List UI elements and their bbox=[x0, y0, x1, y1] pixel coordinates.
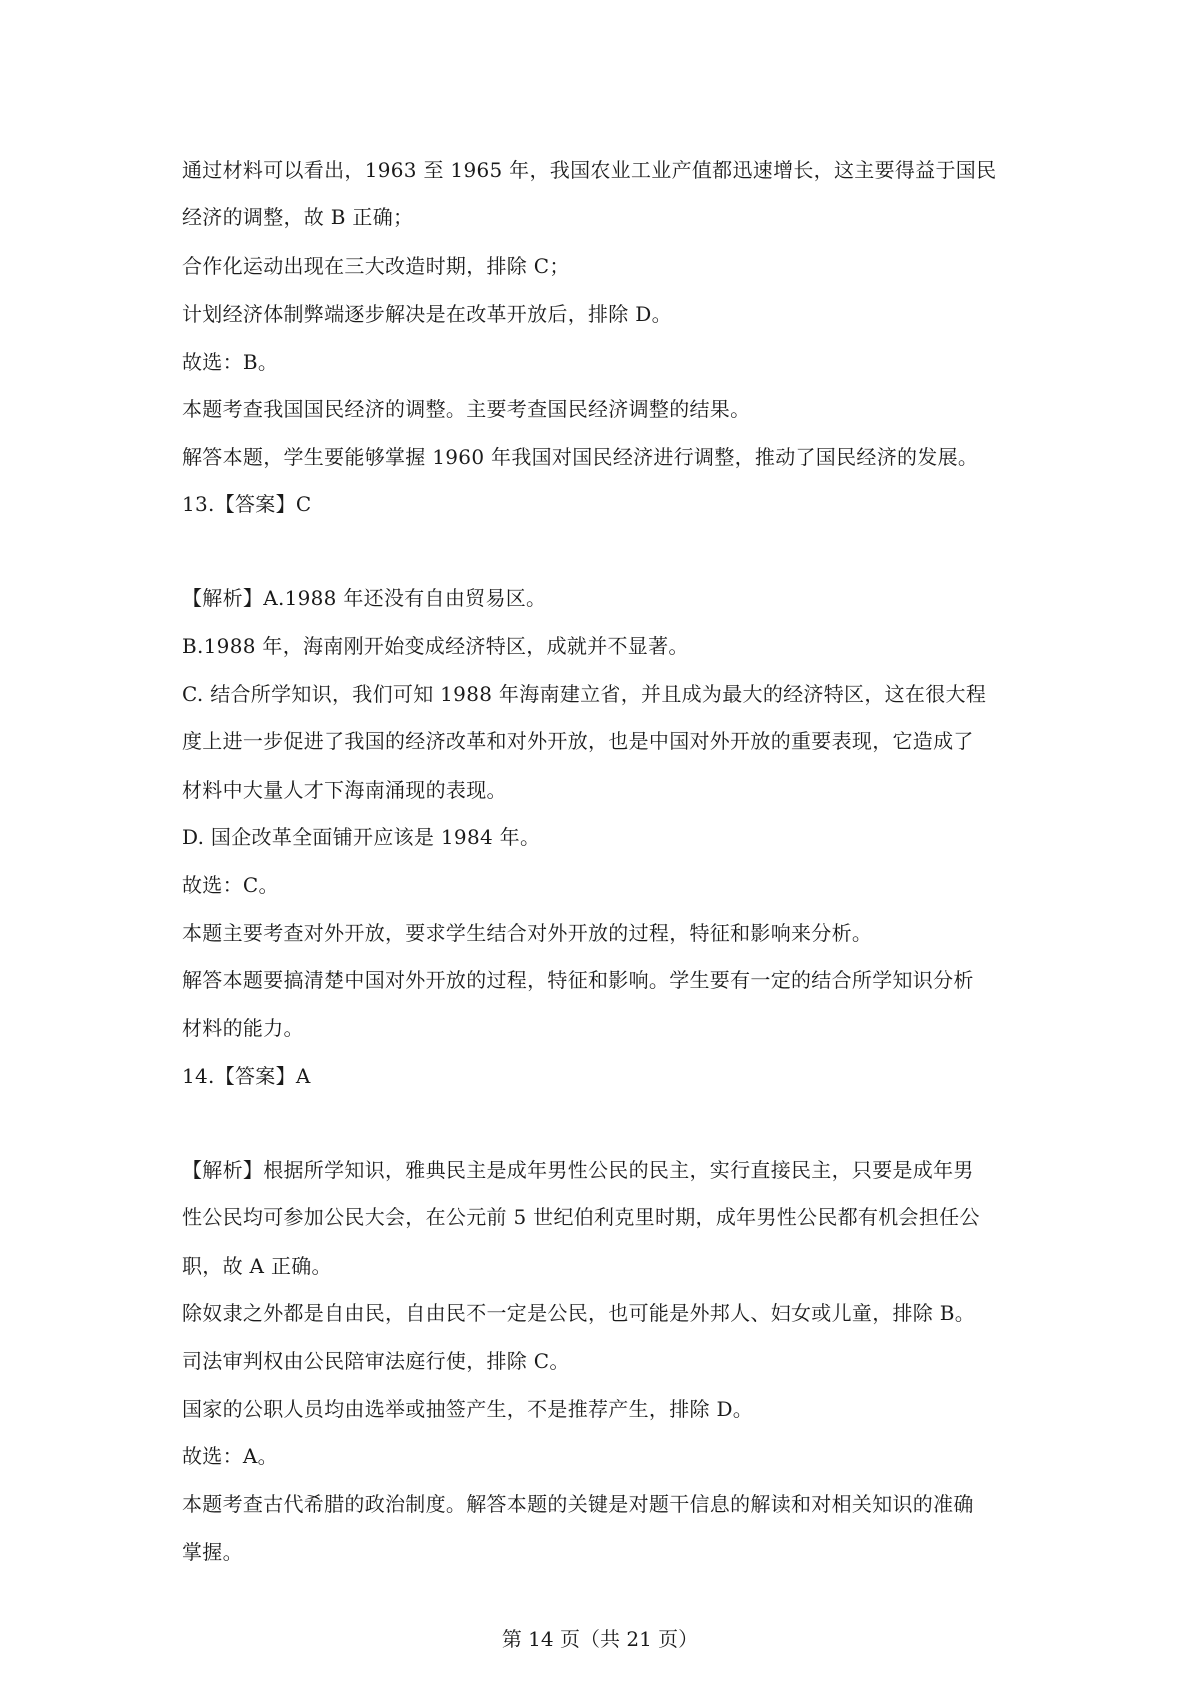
paragraph-line: 度上进一步促进了我国的经济改革和对外开放，也是中国对外开放的重要表现，它造成了 bbox=[182, 729, 974, 753]
paragraph-line: 国家的公职人员均由选举或抽签产生，不是推荐产生，排除 D。 bbox=[182, 1397, 754, 1421]
paragraph-line: 【解析】根据所学知识，雅典民主是成年男性公民的民主，实行直接民主，只要是成年男 bbox=[182, 1158, 974, 1182]
paragraph-line: 解答本题要搞清楚中国对外开放的过程，特征和影响。学生要有一定的结合所学知识分析 bbox=[182, 968, 974, 992]
answer-heading: 14.【答案】A bbox=[182, 1064, 311, 1088]
paragraph-line: 本题主要考查对外开放，要求学生结合对外开放的过程，特征和影响来分析。 bbox=[182, 921, 873, 945]
paragraph-line: 故选：B。 bbox=[182, 350, 279, 374]
paragraph-line: D. 国企改革全面铺开应该是 1984 年。 bbox=[182, 825, 541, 849]
paragraph-line: 经济的调整，故 B 正确； bbox=[182, 205, 414, 229]
answer-heading: 13.【答案】C bbox=[182, 492, 312, 516]
paragraph-line: 职，故 A 正确。 bbox=[182, 1254, 332, 1278]
paragraph-line: 计划经济体制弊端逐步解决是在改革开放后，排除 D。 bbox=[182, 302, 672, 326]
page-number-footer: 第 14 页（共 21 页） bbox=[501, 1627, 699, 1651]
paragraph-line: 解答本题，学生要能够掌握 1960 年我国对国民经济进行调整，推动了国民经济的发展。 bbox=[182, 445, 979, 469]
paragraph-line: 材料中大量人才下海南涌现的表现。 bbox=[182, 778, 507, 802]
paragraph-line: 通过材料可以看出，1963 至 1965 年，我国农业工业产值都迅速增长，这主要得益于国民 bbox=[182, 158, 997, 182]
paragraph-line: 性公民均可参加公民大会，在公元前 5 世纪伯利克里时期，成年男性公民都有机会担任公 bbox=[182, 1205, 980, 1229]
paragraph-line: 掌握。 bbox=[182, 1540, 243, 1564]
paragraph-line: 【解析】A.1988 年还没有自由贸易区。 bbox=[182, 586, 547, 610]
paragraph-line: 故选：A。 bbox=[182, 1444, 278, 1468]
paragraph-line: 本题考查古代希腊的政治制度。解答本题的关键是对题干信息的解读和对相关知识的准确 bbox=[182, 1492, 974, 1516]
paragraph-line: C. 结合所学知识，我们可知 1988 年海南建立省，并且成为最大的经济特区，这在很大程 bbox=[182, 682, 987, 706]
paragraph-line: 除奴隶之外都是自由民，自由民不一定是公民，也可能是外邦人、妇女或儿童，排除 B。 bbox=[182, 1301, 976, 1325]
paragraph-line: 材料的能力。 bbox=[182, 1016, 304, 1040]
paragraph-line: 司法审判权由公民陪审法庭行使，排除 C。 bbox=[182, 1349, 570, 1373]
paragraph-line: 故选：C。 bbox=[182, 873, 279, 897]
paragraph-line: 合作化运动出现在三大改造时期，排除 C； bbox=[182, 254, 570, 278]
paragraph-line: B.1988 年，海南刚开始变成经济特区，成就并不显著。 bbox=[182, 634, 689, 658]
paragraph-line: 本题考查我国国民经济的调整。主要考查国民经济调整的结果。 bbox=[182, 397, 751, 421]
